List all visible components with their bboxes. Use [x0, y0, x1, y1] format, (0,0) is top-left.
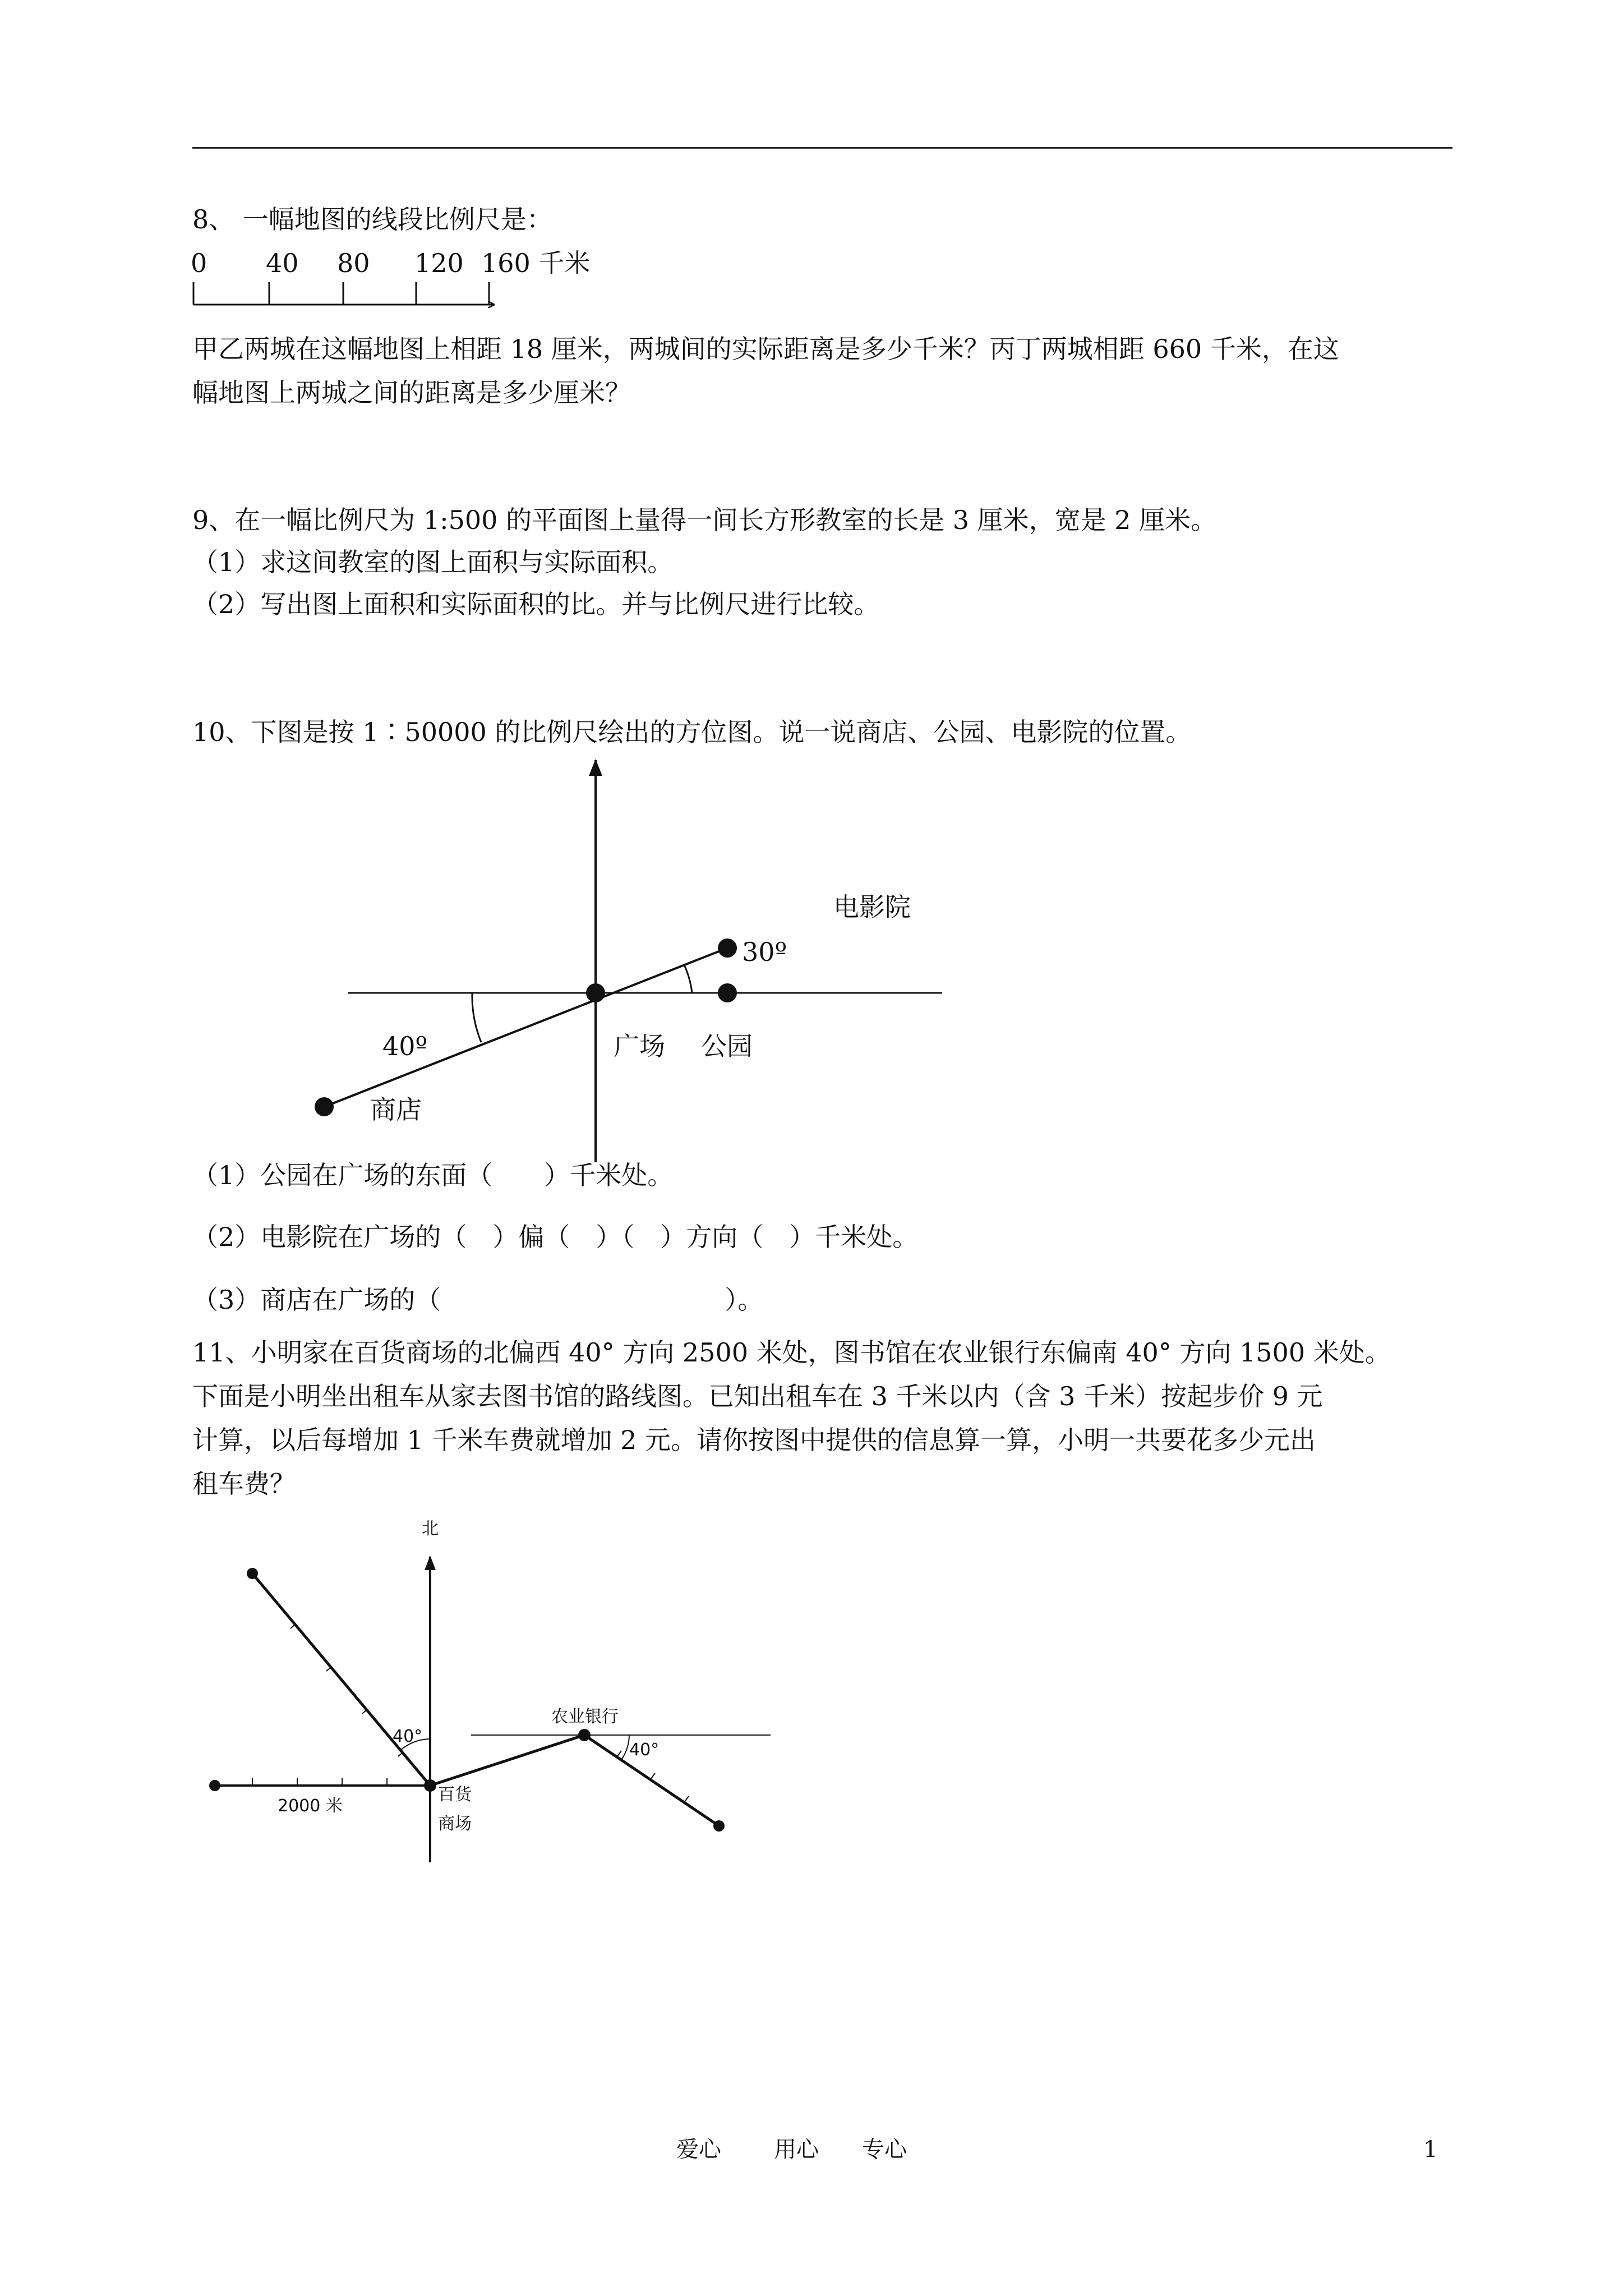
square-label: 广场 — [614, 1031, 665, 1061]
store-label-1: 百货 — [438, 1785, 472, 1805]
store-label-2: 商场 — [438, 1814, 472, 1834]
park-label: 公园 — [701, 1031, 753, 1061]
home-point — [247, 1568, 258, 1579]
north-label: 北 — [422, 1519, 439, 1539]
q9-sub-2: （2）写出图上面积和实际面积的比。并与比例尺进行比较。 — [192, 589, 880, 619]
q11-line-4: 租车费？ — [192, 1469, 296, 1499]
scale-label-0: 0 — [191, 248, 208, 278]
angle-arc-right — [621, 1735, 629, 1760]
page-number: 1 — [1423, 2137, 1438, 2162]
bank-point — [578, 1729, 591, 1741]
cinema-label: 电影院 — [833, 892, 911, 922]
footer-motto-1: 爱心 — [676, 2137, 721, 2162]
scale-label-160: 160 千米 — [481, 248, 591, 278]
q11-line-3: 计算，以后每增加 1 千米车费就增加 2 元。请你按图中提供的信息算一算，小明一共要花多少元出 — [192, 1425, 1316, 1455]
distance-label: 2000 米 — [278, 1796, 343, 1816]
footer-motto-2: 用心 — [774, 2137, 819, 2162]
home-road — [252, 1573, 430, 1786]
q10-sub-3: （3）商店在广场的（ ）。 — [192, 1285, 764, 1315]
angle-label-left: 40° — [393, 1727, 423, 1746]
q10-sub-2: （2）电影院在广场的（ ）偏（ ）（ ）方向（ ）千米处。 — [192, 1222, 919, 1252]
angle-label-right: 40° — [629, 1740, 660, 1760]
q9-title: 9、在一幅比例尺为 1:500 的平面图上量得一间长方形教室的长是 3 厘米，宽是 2 厘米。 — [192, 505, 1217, 535]
q8-text-line-2: 幅地图上两城之间的距离是多少厘米？ — [192, 378, 631, 408]
bank-road — [430, 1735, 584, 1786]
q11-line-2: 下面是小明坐出租车从家去图书馆的路线图。已知出租车在 3 千米以内（含 3 千米）按起步价 9 元 — [192, 1381, 1323, 1411]
angle-label-40: 40º — [382, 1031, 428, 1061]
q8-title: 8、 一幅地图的线段比例尺是： — [192, 204, 552, 234]
shop-label: 商店 — [370, 1094, 422, 1125]
q10-sub-1: （1）公园在广场的东面（ ）千米处。 — [192, 1160, 674, 1190]
q8-text-line-1: 甲乙两城在这幅地图上相距 18 厘米，两城间的实际距离是多少千米？丙丁两城相距 660 千米，在这 — [192, 334, 1339, 364]
scale-label-80: 80 — [337, 248, 370, 278]
bank-label: 农业银行 — [551, 1707, 619, 1727]
store-point — [424, 1779, 436, 1792]
west-point — [209, 1780, 220, 1791]
scale-label-120: 120 — [414, 248, 464, 278]
q10-title: 10、下图是按 1∶50000 的比例尺绘出的方位图。说一说商店、公园、电影院的位置。 — [192, 717, 1192, 747]
library-point — [713, 1820, 725, 1832]
scale-label-40: 40 — [266, 248, 299, 278]
footer-motto-3: 专心 — [862, 2137, 907, 2162]
q9-sub-1: （1）求这间教室的图上面积与实际面积。 — [192, 547, 674, 577]
q11-line-1: 11、小明家在百货商场的北偏西 40° 方向 2500 米处，图书馆在农业银行东偏南 40° 方向 1500 米处。 — [192, 1337, 1391, 1368]
angle-label-30: 30º — [742, 937, 787, 967]
